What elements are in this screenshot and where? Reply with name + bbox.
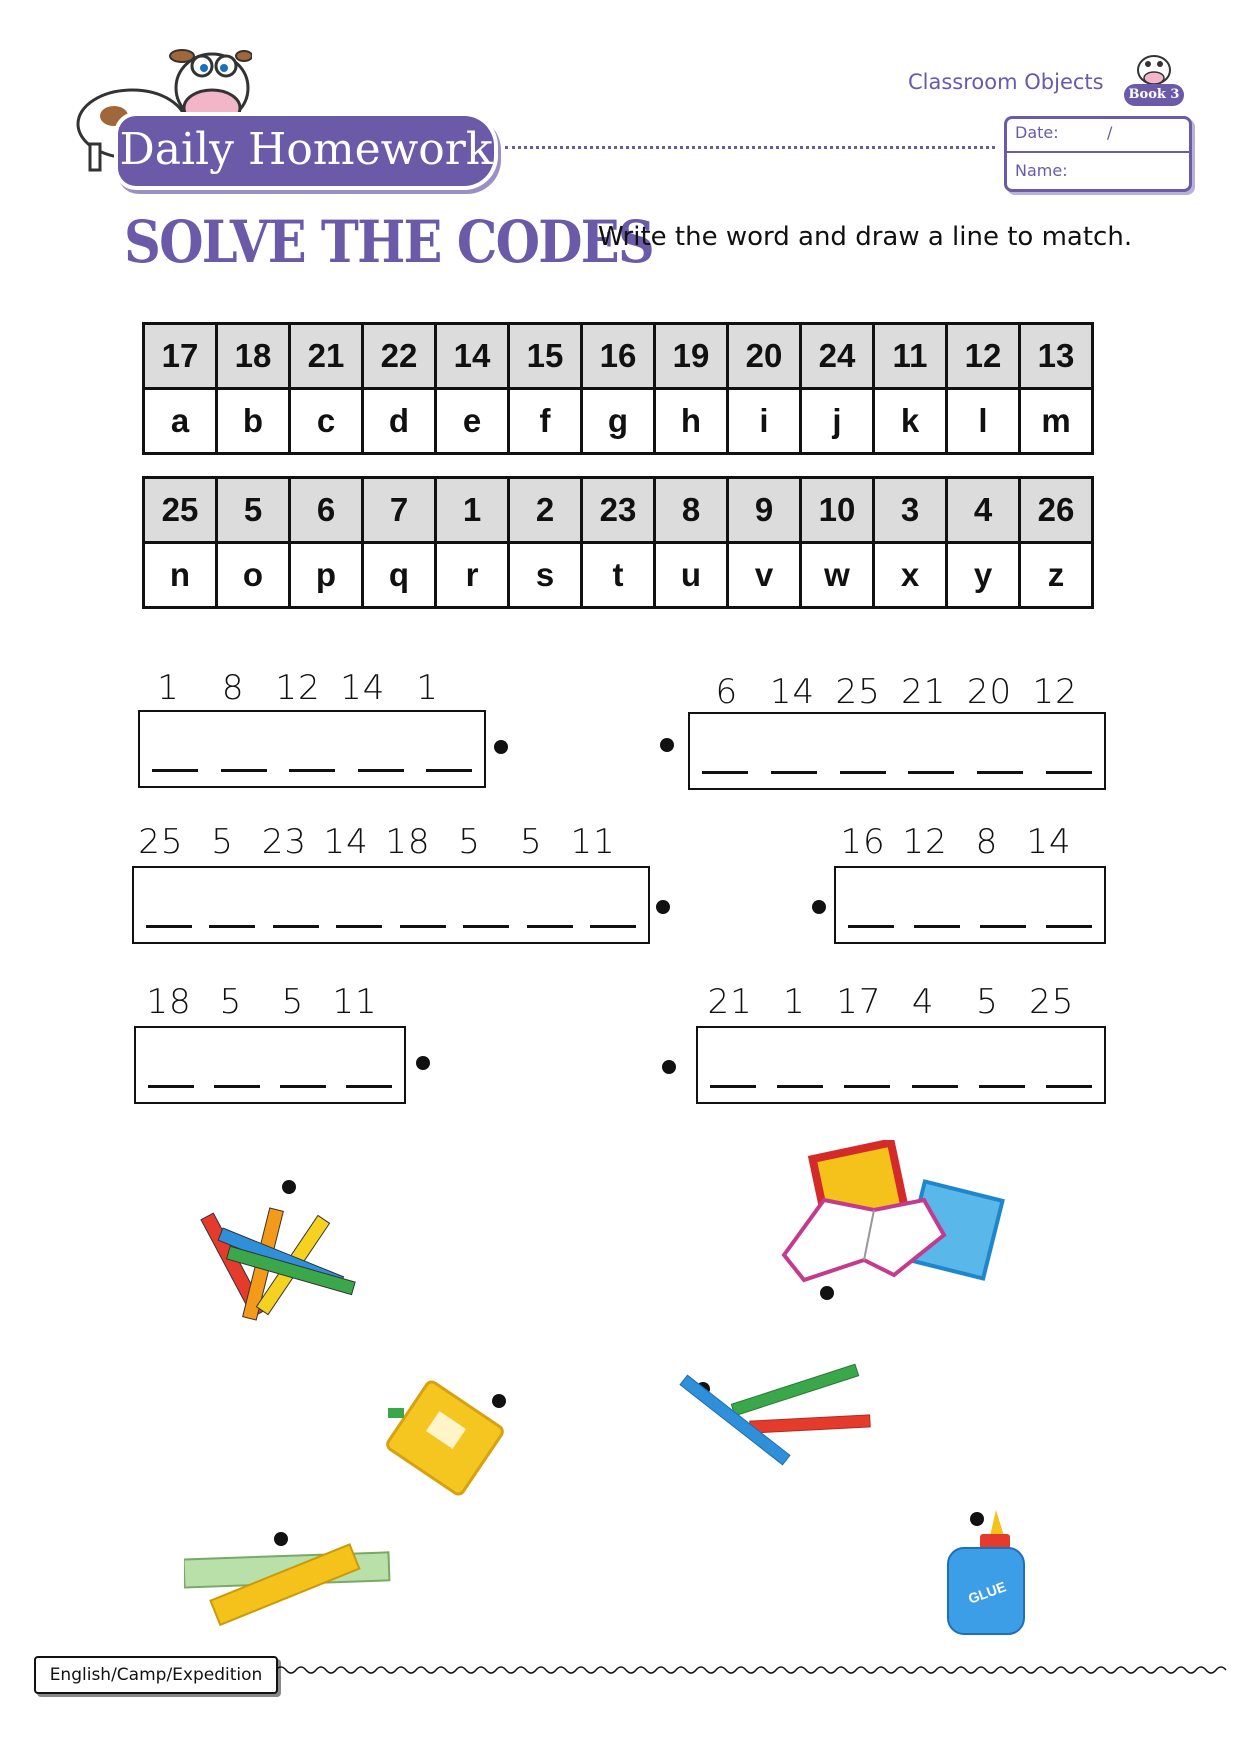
letter-blank[interactable] bbox=[527, 925, 573, 928]
code-letter-cell: s bbox=[509, 543, 582, 608]
letter-blank[interactable] bbox=[280, 1085, 326, 1088]
code-number: 25 bbox=[835, 672, 881, 712]
letter-blank[interactable] bbox=[914, 925, 960, 928]
code-number-cell: 5 bbox=[217, 478, 290, 543]
letter-blank[interactable] bbox=[840, 771, 886, 774]
glue-label: GLUE bbox=[966, 1578, 1009, 1607]
code-number-cell: 10 bbox=[801, 478, 874, 543]
puzzle-1-answer-box[interactable] bbox=[138, 710, 486, 788]
code-number-cell: 1 bbox=[436, 478, 509, 543]
letter-blank[interactable] bbox=[710, 1085, 756, 1088]
code-table-a-to-m bbox=[142, 322, 1094, 455]
letter-blank[interactable] bbox=[590, 925, 636, 928]
date-label: Date: bbox=[1015, 123, 1059, 142]
code-letter-cell: q bbox=[363, 543, 436, 608]
puzzle-2-match-dot[interactable] bbox=[660, 738, 674, 752]
date-slash: / bbox=[1107, 123, 1113, 142]
code-number-cell: 21 bbox=[290, 324, 363, 389]
code-letter-cell: x bbox=[874, 543, 947, 608]
code-number: 5 bbox=[211, 822, 234, 862]
code-number-cell: 25 bbox=[144, 478, 217, 543]
code-number-cell: 24 bbox=[801, 324, 874, 389]
code-number: 14 bbox=[340, 668, 386, 708]
footer-label: English/Camp/Expedition bbox=[34, 1656, 278, 1694]
code-number: 23 bbox=[261, 822, 307, 862]
puzzle-4-codes bbox=[832, 822, 1080, 862]
code-letter-cell: f bbox=[509, 389, 582, 454]
books-icon bbox=[774, 1140, 1014, 1300]
code-number: 14 bbox=[1026, 822, 1072, 862]
answer-blanks bbox=[710, 1085, 1092, 1088]
puzzle-2-codes bbox=[694, 672, 1088, 712]
letter-blank[interactable] bbox=[148, 1085, 194, 1088]
code-number: 16 bbox=[840, 822, 886, 862]
letter-blank[interactable] bbox=[844, 1085, 890, 1088]
code-number: 1 bbox=[416, 668, 439, 708]
answer-blanks bbox=[848, 925, 1092, 928]
code-number: 8 bbox=[221, 668, 245, 708]
code-number: 11 bbox=[332, 982, 378, 1022]
code-number: 18 bbox=[146, 982, 192, 1022]
letter-blank[interactable] bbox=[977, 771, 1023, 774]
letter-blank[interactable] bbox=[979, 1085, 1025, 1088]
letter-blank[interactable] bbox=[912, 1085, 958, 1088]
code-letter-cell: i bbox=[728, 389, 801, 454]
code-number: 18 bbox=[385, 822, 431, 862]
code-number-cell: 18 bbox=[217, 324, 290, 389]
daily-homework-banner bbox=[118, 116, 494, 186]
code-number: 5 bbox=[219, 982, 243, 1022]
puzzle-5-codes bbox=[138, 982, 386, 1022]
puzzle-1-codes bbox=[136, 668, 460, 708]
code-letter-cell: o bbox=[217, 543, 290, 608]
puzzle-3-match-dot[interactable] bbox=[656, 900, 670, 914]
code-number: 5 bbox=[281, 982, 305, 1022]
code-number: 25 bbox=[1029, 982, 1075, 1022]
answer-blanks bbox=[702, 771, 1092, 774]
code-letter-cell: e bbox=[436, 389, 509, 454]
code-number-cell: 11 bbox=[874, 324, 947, 389]
code-number: 17 bbox=[836, 982, 882, 1022]
code-number: 8 bbox=[975, 822, 999, 862]
code-number: 5 bbox=[520, 822, 543, 862]
name-label: Name: bbox=[1015, 161, 1068, 180]
code-letter-cell: h bbox=[655, 389, 728, 454]
code-number-cell: 2 bbox=[509, 478, 582, 543]
puzzle-3-codes bbox=[130, 822, 624, 862]
letter-blank[interactable] bbox=[1046, 1085, 1092, 1088]
code-number-cell: 6 bbox=[290, 478, 363, 543]
code-number-cell: 17 bbox=[144, 324, 217, 389]
crayons-match-dot[interactable] bbox=[282, 1180, 296, 1194]
code-letter-cell: j bbox=[801, 389, 874, 454]
instruction-text: Write the word and draw a line to match. bbox=[598, 222, 1133, 252]
cow-head-icon bbox=[1132, 50, 1176, 86]
code-letter-cell: g bbox=[582, 389, 655, 454]
code-number: 21 bbox=[901, 672, 947, 712]
code-letter-cell: t bbox=[582, 543, 655, 608]
date-name-box bbox=[1004, 116, 1192, 192]
code-number: 25 bbox=[138, 822, 184, 862]
answer-blanks bbox=[152, 769, 472, 772]
letter-blank[interactable] bbox=[289, 769, 335, 772]
code-number-cell: 16 bbox=[582, 324, 655, 389]
letter-blank[interactable] bbox=[221, 769, 267, 772]
answer-blanks bbox=[148, 1085, 392, 1088]
letter-blank[interactable] bbox=[358, 769, 404, 772]
letter-blank[interactable] bbox=[771, 771, 817, 774]
footer-wavy-line bbox=[276, 1660, 1236, 1680]
code-number-cell: 19 bbox=[655, 324, 728, 389]
glue-icon bbox=[938, 1506, 1032, 1636]
code-letter-cell: b bbox=[217, 389, 290, 454]
puzzle-6-codes bbox=[698, 982, 1084, 1022]
letter-blank[interactable] bbox=[702, 771, 748, 774]
code-number-cell: 7 bbox=[363, 478, 436, 543]
code-letters-row-2 bbox=[144, 543, 1093, 608]
code-letter-cell: z bbox=[1020, 543, 1093, 608]
code-letters-row-1 bbox=[144, 389, 1093, 454]
code-number-cell: 22 bbox=[363, 324, 436, 389]
letter-blank[interactable] bbox=[273, 925, 319, 928]
answer-blanks bbox=[146, 925, 636, 928]
code-letter-cell: l bbox=[947, 389, 1020, 454]
code-number-cell: 12 bbox=[947, 324, 1020, 389]
code-number: 14 bbox=[323, 822, 369, 862]
book-badge: Book 3 bbox=[1124, 84, 1184, 106]
pencils-icon bbox=[670, 1354, 880, 1504]
letter-blank[interactable] bbox=[400, 925, 446, 928]
code-number: 12 bbox=[1032, 672, 1078, 712]
code-letter-cell: k bbox=[874, 389, 947, 454]
code-number: 12 bbox=[275, 668, 321, 708]
puzzle-3-answer-box[interactable] bbox=[132, 866, 650, 944]
code-letter-cell: r bbox=[436, 543, 509, 608]
letter-blank[interactable] bbox=[146, 925, 192, 928]
code-letter-cell: n bbox=[144, 543, 217, 608]
puzzle-5-match-dot[interactable] bbox=[416, 1056, 430, 1070]
code-number: 5 bbox=[976, 982, 999, 1022]
code-number-cell: 15 bbox=[509, 324, 582, 389]
code-letter-cell: c bbox=[290, 389, 363, 454]
header-dotted-line bbox=[505, 146, 995, 149]
puzzle-1-match-dot[interactable] bbox=[494, 740, 508, 754]
code-number-cell: 3 bbox=[874, 478, 947, 543]
code-number-cell: 4 bbox=[947, 478, 1020, 543]
letter-blank[interactable] bbox=[214, 1085, 260, 1088]
page-title: SOLVE THE CODES bbox=[124, 208, 654, 276]
puzzle-6-answer-box[interactable] bbox=[696, 1026, 1106, 1104]
code-number: 21 bbox=[707, 982, 753, 1022]
letter-blank[interactable] bbox=[209, 925, 255, 928]
letter-blank[interactable] bbox=[1046, 925, 1092, 928]
puzzle-6-match-dot[interactable] bbox=[662, 1060, 676, 1074]
code-number-cell: 14 bbox=[436, 324, 509, 389]
code-letter-cell: d bbox=[363, 389, 436, 454]
code-letter-cell: p bbox=[290, 543, 363, 608]
code-number: 14 bbox=[769, 672, 816, 712]
letter-blank[interactable] bbox=[980, 925, 1026, 928]
letter-blank[interactable] bbox=[152, 769, 198, 772]
letter-blank[interactable] bbox=[336, 925, 382, 928]
code-number-cell: 13 bbox=[1020, 324, 1093, 389]
code-number-cell: 20 bbox=[728, 324, 801, 389]
code-number: 4 bbox=[911, 982, 935, 1022]
code-letter-cell: w bbox=[801, 543, 874, 608]
crayons-icon bbox=[186, 1200, 372, 1330]
code-number-cell: 23 bbox=[582, 478, 655, 543]
code-number-cell: 26 bbox=[1020, 478, 1093, 543]
letter-blank[interactable] bbox=[346, 1085, 392, 1088]
letter-blank[interactable] bbox=[908, 771, 954, 774]
code-number: 6 bbox=[715, 672, 739, 712]
code-number: 11 bbox=[570, 822, 616, 862]
puzzle-4-answer-box[interactable] bbox=[834, 866, 1106, 944]
letter-blank[interactable] bbox=[848, 925, 894, 928]
code-table-n-to-z bbox=[142, 476, 1094, 609]
topic-label: Classroom Objects bbox=[908, 70, 1104, 94]
code-number-cell: 8 bbox=[655, 478, 728, 543]
code-letter-cell: m bbox=[1020, 389, 1093, 454]
code-number: 20 bbox=[966, 672, 1013, 712]
code-letter-cell: y bbox=[947, 543, 1020, 608]
code-number-cell: 9 bbox=[728, 478, 801, 543]
brand-label: Daily Homework bbox=[119, 124, 493, 175]
letter-blank[interactable] bbox=[426, 769, 472, 772]
code-numbers-row-2 bbox=[144, 478, 1093, 543]
code-number: 1 bbox=[783, 982, 806, 1022]
puzzle-5-answer-box[interactable] bbox=[134, 1026, 406, 1104]
code-numbers-row-1 bbox=[144, 324, 1093, 389]
puzzle-2-answer-box[interactable] bbox=[688, 712, 1106, 790]
letter-blank[interactable] bbox=[1046, 771, 1092, 774]
puzzle-4-match-dot[interactable] bbox=[812, 900, 826, 914]
notebook-icon bbox=[380, 1378, 520, 1508]
code-letter-cell: v bbox=[728, 543, 801, 608]
rulers-icon bbox=[184, 1530, 394, 1640]
code-number: 5 bbox=[458, 822, 481, 862]
info-divider bbox=[1007, 151, 1189, 153]
code-number: 1 bbox=[157, 668, 180, 708]
code-letter-cell: a bbox=[144, 389, 217, 454]
letter-blank[interactable] bbox=[463, 925, 509, 928]
code-letter-cell: u bbox=[655, 543, 728, 608]
letter-blank[interactable] bbox=[777, 1085, 823, 1088]
code-number: 12 bbox=[902, 822, 948, 862]
